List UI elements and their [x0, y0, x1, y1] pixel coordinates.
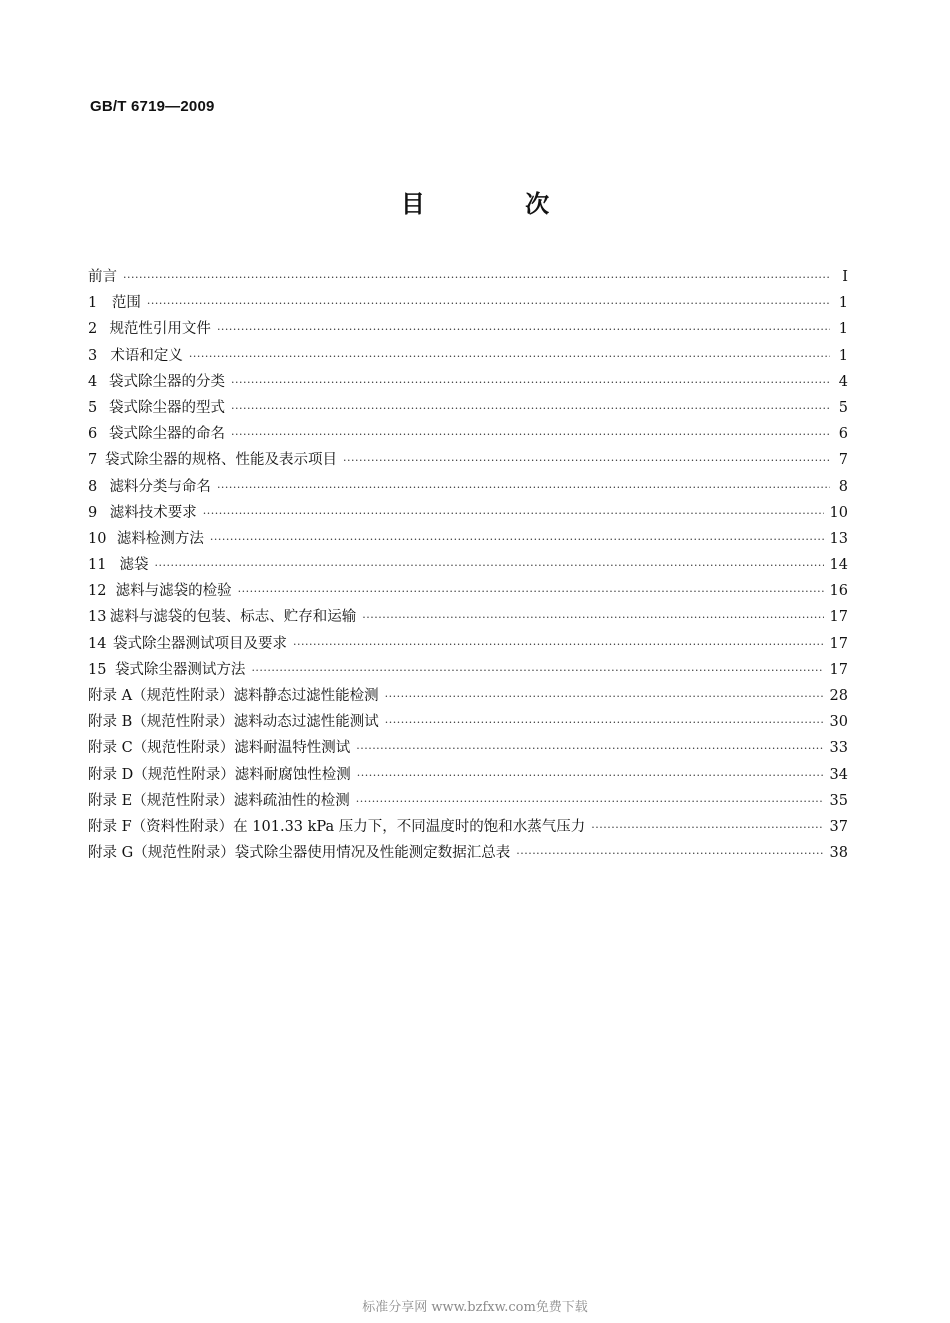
- toc-leader: [357, 763, 824, 789]
- toc-leader: [356, 789, 824, 815]
- toc-entry-label: 袋式除尘器的规格、性能及表示项目: [105, 452, 338, 469]
- toc-leader: [231, 422, 830, 448]
- toc-entry[interactable]: [88, 631, 848, 657]
- toc-leader: [385, 684, 824, 710]
- toc-entry[interactable]: [88, 474, 848, 500]
- toc-entry-label: 袋式除尘器的命名: [108, 426, 225, 443]
- toc-entry-label: 滤料检测方法: [116, 530, 204, 547]
- annex-prefix: 附录 C（规范性附录）: [88, 740, 235, 757]
- toc-page-number: 17: [829, 635, 848, 652]
- toc-annex-entry[interactable]: [88, 709, 848, 735]
- annex-prefix: 附录 G（规范性附录）: [88, 845, 235, 862]
- annex-prefix: 附录 A（规范性附录）: [88, 688, 234, 704]
- toc-clause-number: 8: [88, 478, 98, 495]
- toc-leader: [251, 658, 823, 684]
- toc-annex-entry[interactable]: [88, 814, 848, 840]
- toc-leader: [343, 448, 830, 474]
- toc-entry[interactable]: [88, 290, 848, 316]
- toc-entry[interactable]: [88, 578, 848, 604]
- toc-entry-label: 袋式除尘器的型式: [108, 399, 225, 416]
- toc-page-number: 8: [838, 478, 848, 495]
- toc-entry-label: 规范性引用文件: [109, 321, 211, 338]
- toc-page-number: 14: [829, 557, 848, 574]
- toc-page-number: 34: [829, 766, 848, 783]
- annex-prefix: 附录 E（规范性附录）: [88, 792, 234, 809]
- toc-entry-label: 滤料疏油性的检测: [233, 792, 350, 809]
- toc-entry-label: 在 101.33 kPa 压力下，不同温度时的饱和水蒸气压力: [233, 818, 586, 835]
- toc-leader: [591, 815, 823, 841]
- toc-entry[interactable]: [88, 343, 848, 369]
- toc-leader: [231, 396, 830, 422]
- toc-leader: [217, 317, 830, 343]
- toc-entry-label: 滤袋: [119, 557, 149, 574]
- toc-clause-number: 1: [88, 295, 98, 312]
- toc-clause-number: 5: [88, 399, 98, 416]
- toc-page-number: 6: [838, 426, 848, 443]
- toc-entry-label: 滤料与滤袋的检验: [115, 583, 232, 600]
- toc-leader: [231, 370, 830, 396]
- toc-clause-number: 11: [88, 557, 107, 574]
- toc-entry-label: 滤料技术要求: [109, 504, 197, 521]
- toc-leader: [293, 632, 824, 658]
- toc-entry-label: 滤料静态过滤性能检测: [233, 688, 379, 704]
- toc-entry-label: 范围: [111, 295, 141, 312]
- toc-entry-foreword[interactable]: [88, 264, 848, 290]
- toc-page-number: 28: [829, 688, 848, 704]
- toc-leader: [147, 291, 830, 317]
- toc-annex-entry[interactable]: [88, 840, 848, 866]
- toc-leader: [203, 501, 824, 527]
- toc-entry-label: 袋式除尘器测试方法: [114, 661, 246, 678]
- toc-page-number: 7: [838, 452, 848, 469]
- table-of-contents: [88, 264, 848, 866]
- toc-entry[interactable]: [88, 552, 848, 578]
- toc-clause-number: 12: [88, 583, 107, 600]
- toc-entry[interactable]: [88, 500, 848, 526]
- toc-page-number: 38: [829, 845, 848, 862]
- toc-entry-label: 术语和定义: [110, 347, 183, 364]
- toc-page-number: 37: [829, 818, 848, 835]
- toc-page-number: 1: [838, 295, 848, 312]
- annex-prefix: 附录 B（规范性附录）: [88, 714, 234, 731]
- annex-prefix: 附录 F（资料性附录）: [88, 818, 234, 835]
- toc-leader: [210, 527, 824, 553]
- toc-entry[interactable]: [88, 369, 848, 395]
- toc-clause-number: 2: [88, 321, 98, 338]
- toc-clause-number: 14: [88, 635, 107, 652]
- toc-entry[interactable]: [88, 395, 848, 421]
- toc-entry-label: 袋式除尘器使用情况及性能测定数据汇总表: [234, 845, 511, 862]
- toc-leader: [155, 553, 824, 579]
- toc-entry-label: 袋式除尘器测试项目及要求: [112, 635, 287, 652]
- toc-leader: [516, 841, 823, 867]
- toc-page-number: 35: [829, 792, 848, 809]
- toc-leader: [385, 710, 824, 736]
- page-title: 目 次: [400, 190, 596, 218]
- toc-page-number: 16: [829, 583, 848, 600]
- toc-entry[interactable]: [88, 316, 848, 342]
- toc-leader: [238, 579, 824, 605]
- toc-entry-label: 滤料耐腐蚀性检测: [234, 766, 351, 783]
- toc-clause-number: 13: [88, 609, 107, 626]
- toc-clause-number: 7: [88, 452, 98, 469]
- toc-entry-label: 滤料耐温特性测试: [234, 740, 351, 757]
- toc-page-number: 5: [838, 399, 848, 416]
- toc-clause-number: 9: [88, 504, 98, 521]
- toc-entry[interactable]: [88, 421, 848, 447]
- toc-entry[interactable]: [88, 526, 848, 552]
- toc-entry-label: 滤料动态过滤性能测试: [233, 714, 379, 731]
- annex-prefix: 附录 D（规范性附录）: [88, 766, 235, 783]
- toc-page-number: 17: [829, 661, 848, 678]
- toc-annex-entry[interactable]: [88, 735, 848, 761]
- toc-entry[interactable]: [88, 604, 848, 630]
- toc-page-number: 4: [838, 373, 848, 390]
- toc-annex-entry[interactable]: [88, 788, 848, 814]
- toc-page-number: 10: [829, 504, 848, 521]
- toc-leader: [123, 265, 830, 291]
- toc-clause-number: 4: [88, 373, 98, 390]
- toc-leader: [356, 736, 823, 762]
- toc-clause-number: 3: [88, 347, 98, 364]
- toc-entry[interactable]: [88, 447, 848, 473]
- footer-watermark: 标准分享网 www.bzfxw.com免费下载: [362, 1300, 588, 1315]
- toc-leader: [217, 475, 830, 501]
- toc-page-number: 33: [829, 740, 848, 757]
- toc-annex-entry[interactable]: [88, 683, 848, 709]
- toc-page-number: 30: [829, 714, 848, 731]
- standard-code: GB/T 6719—2009: [90, 98, 215, 115]
- toc-page-number: 1: [838, 347, 848, 364]
- toc-entry-label: 滤料分类与命名: [109, 478, 211, 495]
- toc-page-number: 1: [838, 321, 848, 338]
- toc-entry-label: 滤料与滤袋的包装、标志、贮存和运输: [109, 609, 357, 626]
- toc-clause-number: 6: [88, 426, 98, 443]
- toc-page-number: 17: [829, 609, 848, 626]
- toc-page-number: I: [842, 269, 848, 285]
- toc-clause-number: 15: [88, 661, 107, 678]
- toc-leader: [189, 344, 830, 370]
- toc-entry-label: 袋式除尘器的分类: [108, 373, 225, 390]
- toc-entry[interactable]: [88, 657, 848, 683]
- toc-page-number: 13: [829, 530, 848, 547]
- toc-leader: [362, 605, 823, 631]
- toc-entry-label: 前言: [88, 269, 117, 285]
- toc-annex-entry[interactable]: [88, 762, 848, 788]
- toc-clause-number: 10: [88, 530, 107, 547]
